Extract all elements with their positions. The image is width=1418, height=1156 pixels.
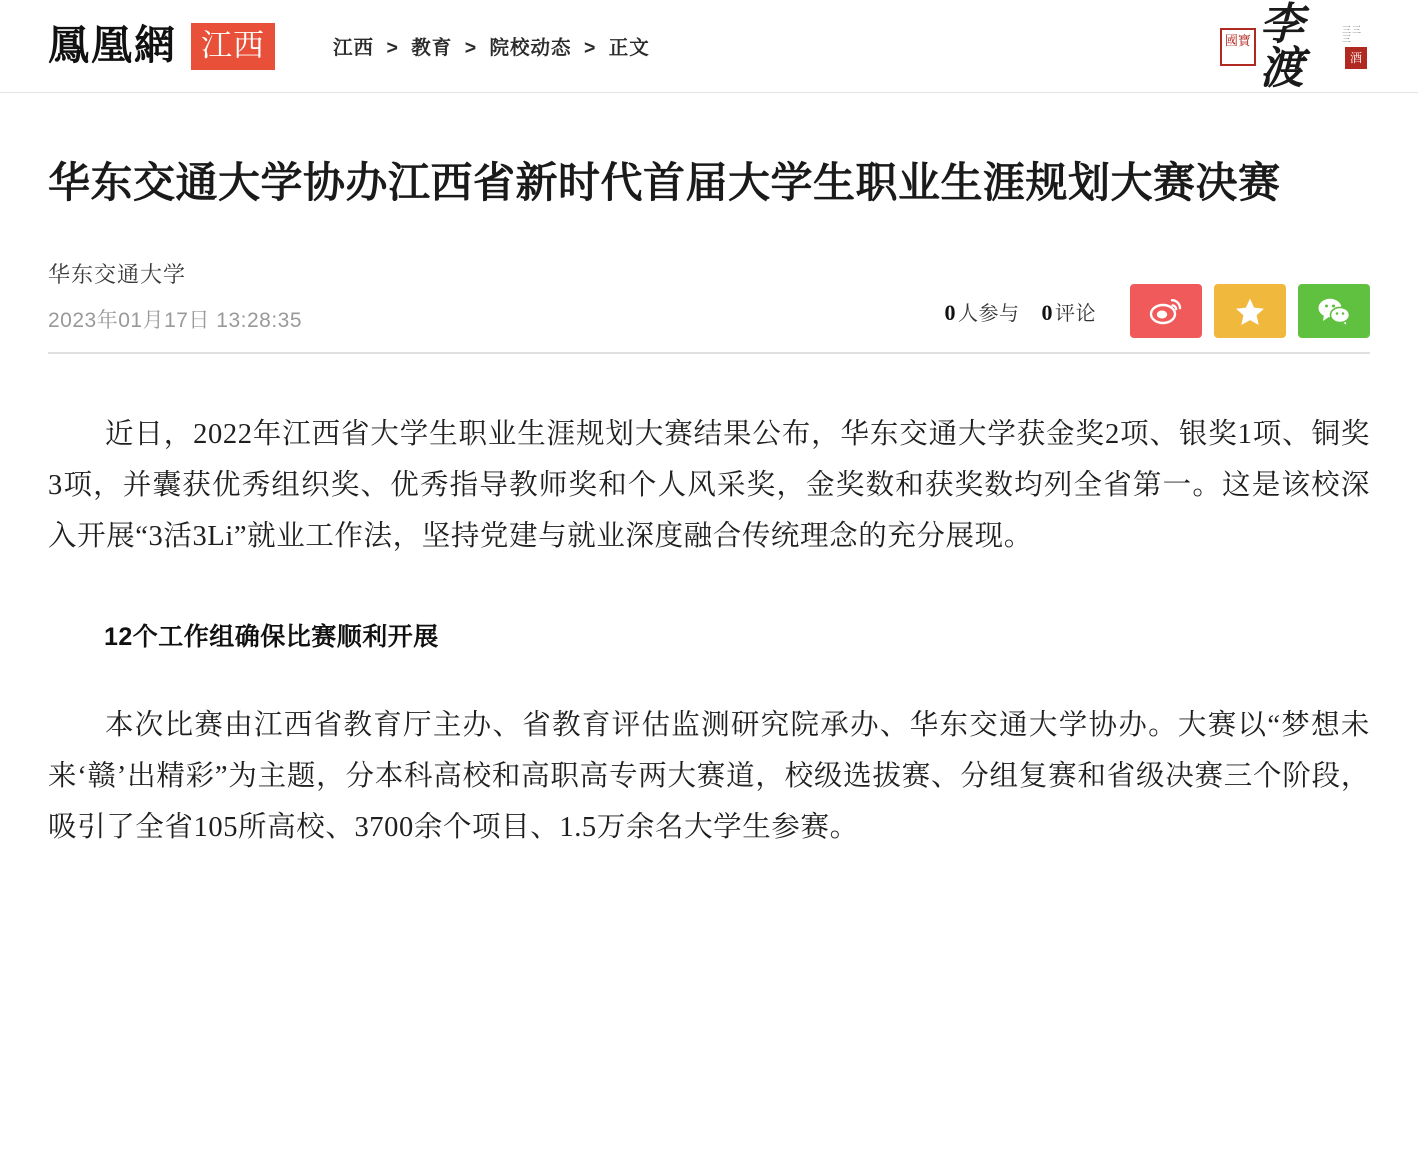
sponsor-logo[interactable] <box>1220 0 1370 93</box>
article-meta-actions <box>945 284 1371 338</box>
logo-bars-icon: 三三三 <box>1342 24 1363 44</box>
article-meta <box>48 258 1370 354</box>
comment-count[interactable] <box>1042 297 1097 326</box>
breadcrumb-item-1[interactable]: 教育 <box>411 37 453 59</box>
breadcrumb-item-3[interactable]: 正文 <box>608 37 650 59</box>
breadcrumb-item-2[interactable]: 院校动态 <box>489 37 572 59</box>
share-wechat-button[interactable] <box>1298 284 1370 338</box>
article <box>0 155 1418 853</box>
article-body <box>48 410 1370 853</box>
participant-count <box>945 297 1020 326</box>
share-weibo-button[interactable] <box>1130 284 1202 338</box>
article-subheading: 12个工作组确保比赛顺利开展 <box>104 622 439 651</box>
breadcrumb <box>333 32 650 60</box>
comment-count-number: 0 <box>1041 299 1053 325</box>
participant-count-number: 0 <box>944 299 956 325</box>
participant-count-label: 人参与 <box>958 302 1020 325</box>
weibo-icon <box>1149 297 1183 325</box>
article-paragraph: 本次比赛由江西省教育厅主办、省教育评估监测研究院承办、华东交通大学协办。大赛以“梦想未来‘赣’出精彩”为主题，分本科高校和高职高专两大赛道，校级选拔赛、分组复赛和省级决赛三个阶段，吸引了全省105所高校、3700余个项目、1.5万余名大学生参赛。 <box>48 710 1370 843</box>
brand-region-badge[interactable]: 江西 <box>191 23 275 70</box>
share-buttons <box>1130 284 1370 338</box>
article-source: 华东交通大学 <box>48 262 187 288</box>
breadcrumb-separator: > <box>464 37 478 59</box>
breadcrumb-separator: > <box>583 37 597 59</box>
star-icon <box>1235 297 1265 326</box>
breadcrumb-separator: > <box>386 37 399 59</box>
engagement-counts <box>945 297 1097 326</box>
site-brand[interactable] <box>48 23 275 70</box>
favorite-button[interactable] <box>1214 284 1286 338</box>
page-title: 华东交通大学协办江西省新时代首届大学生职业生涯规划大赛决赛 <box>48 159 1281 206</box>
logo-red-square-icon: 酒 <box>1345 47 1367 69</box>
comment-count-label: 评论 <box>1055 302 1096 325</box>
seal-icon: 國寶 <box>1220 28 1256 66</box>
wechat-icon <box>1317 297 1351 325</box>
article-timestamp: 2023年01月17日 13:28:35 <box>48 309 303 333</box>
sponsor-logo-marks <box>1342 26 1370 69</box>
article-paragraph: 近日，2022年江西省大学生职业生涯规划大赛结果公布，华东交通大学获金奖2项、银奖1项、铜奖3项，并囊获优秀组织奖、优秀指导教师奖和个人风采奖，金奖数和获奖数均列全省第一。这是该校深入开展“3活3Li”就业工作法，坚持党建与就业深度融合传统理念的充分展现。 <box>48 419 1370 552</box>
breadcrumb-item-0[interactable]: 江西 <box>333 37 375 59</box>
brand-name[interactable]: 鳳凰網 <box>48 21 177 68</box>
site-header <box>0 0 1418 93</box>
sponsor-logo-text: 李渡 <box>1259 0 1302 93</box>
